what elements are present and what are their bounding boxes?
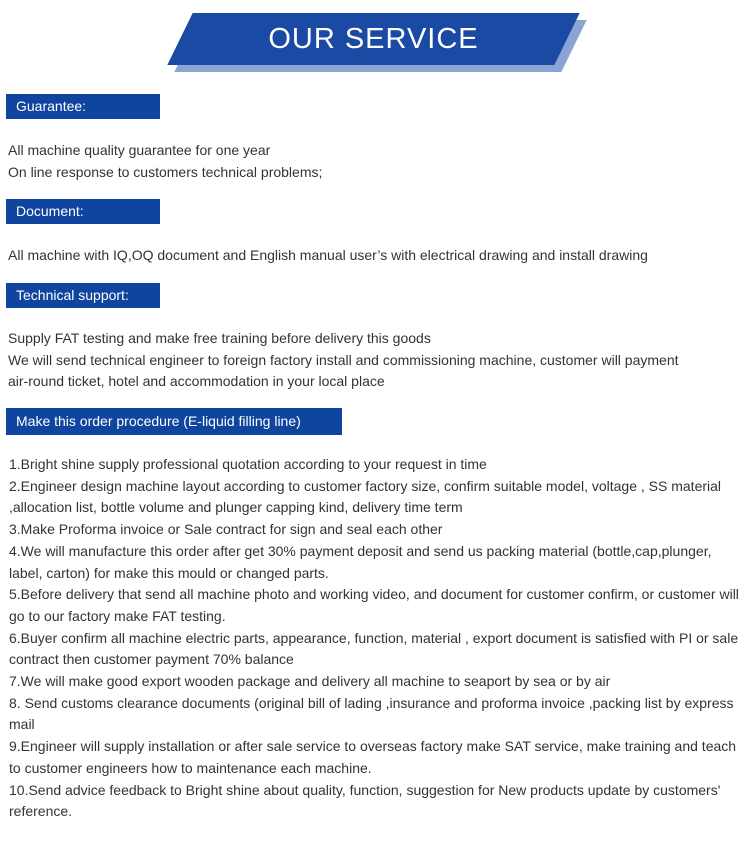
text-line: 1.Bright shine supply professional quotation according to your request in time [9, 456, 487, 472]
technical-support-text [8, 328, 679, 393]
text-line: 7.We will make good export wooden package and delivery all machine to seaport by sea or by air [9, 673, 611, 690]
text-line: 5.Before delivery that send all machine photo and working video, and document for customer confirm, or customer will [9, 586, 739, 603]
text-line: All machine with IQ,OQ document and English manual user’s with electrical drawing and install drawing [8, 247, 648, 263]
order-procedure-text [9, 454, 739, 823]
text-line: contract then customer payment 70% balance [9, 651, 294, 668]
banner-title: OUR SERVICE [268, 22, 479, 55]
text-line: go to our factory make FAT testing. [9, 607, 226, 624]
guarantee-text [8, 140, 322, 183]
text-line: 4.We will manufacture this order after get 30% payment deposit and send us packing material (bottle,cap,plunger, [9, 542, 712, 559]
section-header-order-procedure: Make this order procedure (E-liquid filling line) [6, 408, 342, 435]
text-line: 8. Send customs clearance documents (original bill of lading ,insurance and proforma invoice ,packing list by express [9, 694, 734, 711]
text-line: to customer engineers how to maintenance each machine. [9, 759, 372, 776]
text-line: 6.Buyer confirm all machine electric parts, appearance, function, material , export document is satisfied with PI or sale [9, 629, 739, 646]
text-line: 2.Engineer design machine layout according to customer factory size, confirm suitable model, voltage , SS material [9, 477, 722, 494]
section-header-guarantee: Guarantee: [6, 94, 160, 119]
text-line: ,allocation list, bottle volume and plunger capping kind, delivery time term [9, 499, 463, 516]
document-text [8, 245, 648, 267]
section-header-document: Document: [6, 199, 160, 224]
text-line: 9.Engineer will supply installation or after sale service to overseas factory make SAT service, make training and teach [9, 738, 737, 755]
text-line: Supply FAT testing and make free training before delivery this goods [8, 330, 431, 346]
text-line: mail [9, 716, 35, 733]
section-header-technical-support: Technical support: [6, 283, 160, 308]
text-line: 10.Send advice feedback to Bright shine about quality, function, suggestion for New products update by customers' [9, 781, 721, 798]
text-line: 3.Make Proforma invoice or Sale contract for sign and seal each other [9, 521, 443, 538]
text-line: All machine quality guarantee for one year [8, 142, 271, 158]
text-line: On line response to customers technical problems; [8, 163, 323, 180]
text-line: label, carton) for make this mould or changed parts. [9, 564, 329, 581]
text-line: air-round ticket, hotel and accommodation in your local place [8, 373, 385, 390]
text-line: reference. [9, 803, 73, 820]
text-line: We will send technical engineer to foreign factory install and commissioning machine, customer will payment [8, 351, 679, 368]
